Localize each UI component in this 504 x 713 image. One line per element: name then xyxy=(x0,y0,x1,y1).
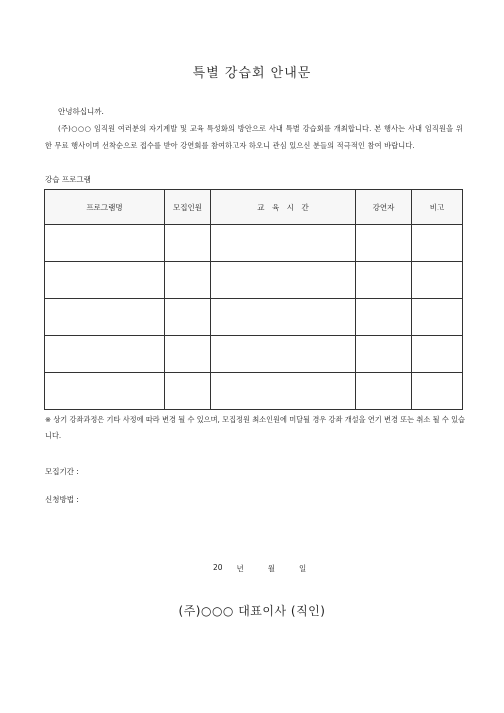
date-line xyxy=(213,563,306,574)
signer-line: (주)○○○ 대표이사 (직인) xyxy=(178,604,326,618)
table-cell[interactable] xyxy=(356,336,412,373)
greeting-text: 안녕하십니까. xyxy=(58,107,104,116)
table-cell[interactable] xyxy=(45,299,165,336)
header-capacity: 모집인원 xyxy=(165,190,211,225)
intro-text: (주)○○○ 임직원 여러분의 자기계발 및 교육 특성화의 방안으로 사내 특별 강습회를 개최합니다. 본 행사는 사내 임직원을 위한 무료 행사이며 선착순으로 접수를 받아 강연회를 참여하고자 하오니 관심 있으신 분들의 적극적인 참여 바랍니다. xyxy=(45,124,463,150)
date-year: 20 xyxy=(213,563,223,572)
table-cell[interactable] xyxy=(412,299,463,336)
table-row xyxy=(45,373,463,410)
table-cell[interactable] xyxy=(45,373,165,410)
table-cell[interactable] xyxy=(45,262,165,299)
date-month-unit: 월 xyxy=(267,564,276,573)
recruitment-period-label: 모집기간 : xyxy=(45,467,79,476)
table-cell[interactable] xyxy=(165,299,211,336)
table-row xyxy=(45,262,463,299)
table-cell[interactable] xyxy=(165,225,211,262)
table-header-row xyxy=(45,190,463,225)
table-cell[interactable] xyxy=(165,373,211,410)
table-cell[interactable] xyxy=(356,262,412,299)
notice-text: ※ 상기 강좌과정은 기타 사정에 따라 변경 될 수 있으며, 모집정원 최소인원에 미달될 경우 강좌 개설을 연기 변경 또는 취소 될 수 있습니다. xyxy=(45,415,465,440)
application-method-label: 신청방법 : xyxy=(45,495,79,504)
table-row xyxy=(45,336,463,373)
date-day-unit: 일 xyxy=(299,564,307,573)
intro-paragraph xyxy=(45,121,463,154)
table-cell[interactable] xyxy=(356,373,412,410)
table-cell[interactable] xyxy=(165,262,211,299)
table-cell[interactable] xyxy=(45,336,165,373)
table-cell[interactable] xyxy=(412,373,463,410)
table-cell[interactable] xyxy=(211,225,356,262)
table-cell[interactable] xyxy=(211,299,356,336)
table-cell[interactable] xyxy=(45,225,165,262)
table-cell[interactable] xyxy=(211,373,356,410)
table-cell[interactable] xyxy=(356,299,412,336)
table-row xyxy=(45,299,463,336)
table-cell[interactable] xyxy=(211,262,356,299)
table-cell[interactable] xyxy=(211,336,356,373)
table-cell[interactable] xyxy=(165,336,211,373)
table-cell[interactable] xyxy=(412,225,463,262)
header-schedule: 교 육 시 간 xyxy=(211,190,356,225)
table-row xyxy=(45,225,463,262)
header-remarks: 비고 xyxy=(412,190,463,225)
table-cell[interactable] xyxy=(356,225,412,262)
program-table xyxy=(44,189,463,410)
table-cell[interactable] xyxy=(412,262,463,299)
date-year-unit: 년 xyxy=(236,564,244,573)
header-program-name: 프로그램명 xyxy=(45,190,165,225)
header-lecturer: 강연자 xyxy=(356,190,412,225)
program-section-label: 강습 프로그램 xyxy=(45,175,91,184)
table-cell[interactable] xyxy=(412,336,463,373)
document-title: 특별 강습회 안내문 xyxy=(192,66,312,81)
